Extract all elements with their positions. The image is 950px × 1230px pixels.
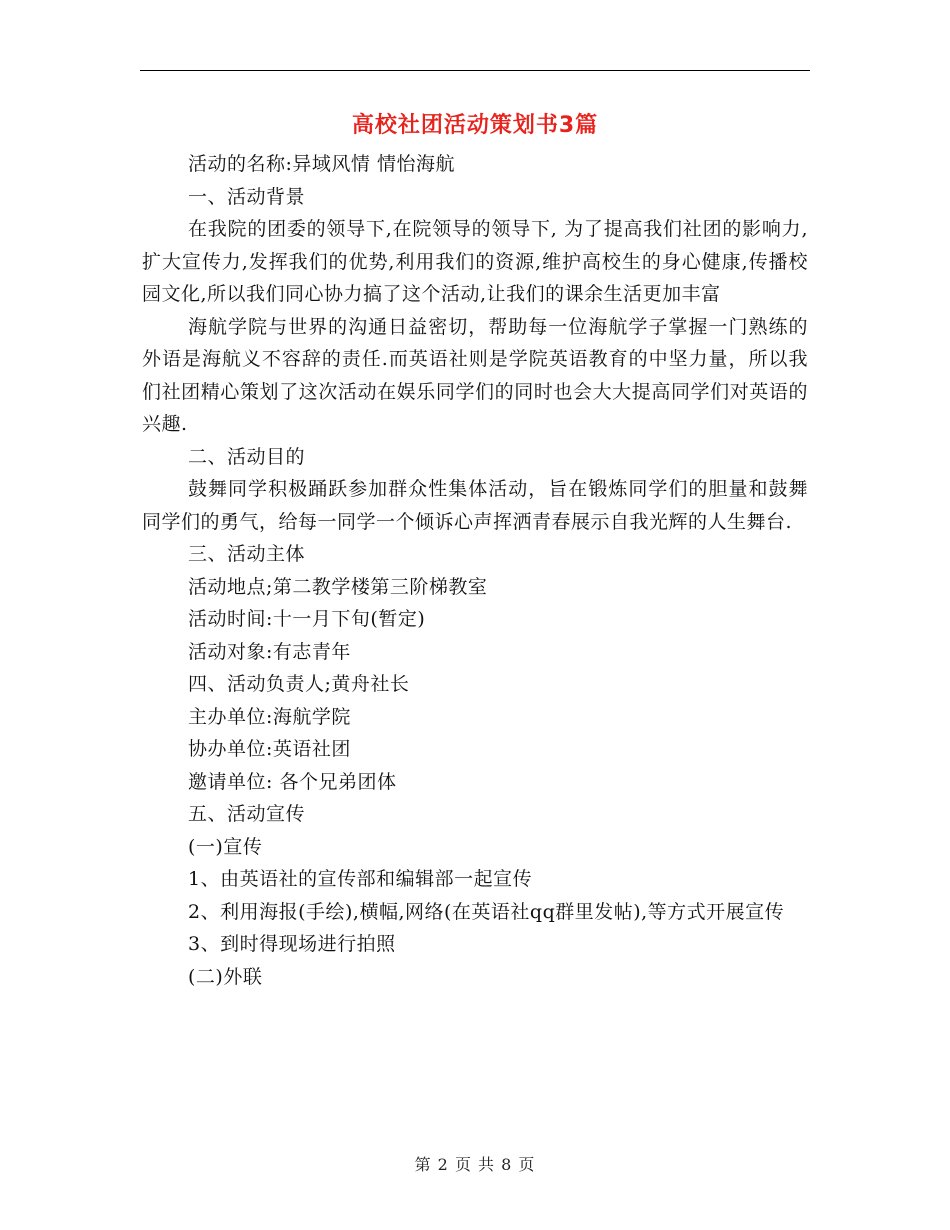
section-heading: 三、活动主体: [188, 543, 306, 565]
paragraph: 活动时间:十一月下旬(暂定): [188, 608, 426, 630]
paragraph: 在我院的团委的领导下,在院领导的领导下, 为了提高我们社团的影响力,扩大宣传力,发挥我们的优势,利用我们的资源,维护高校生的身心健康,传播校园文化,所以我们同心协力搞了这个活动,让我们的课余生活更加丰富: [142, 218, 808, 305]
paragraph: 活动对象:有志青年: [188, 640, 351, 663]
section-heading: 五、活动宣传: [188, 803, 306, 825]
paragraph: 海航学院与世界的沟通日益密切，帮助每一位海航学子掌握一门熟练的外语是海航义不容辞的责任.而英语社则是学院英语教育的中坚力量，所以我们社团精心策划了这次活动在娱乐同学们的同时也会大大提高同学们对英语的兴趣.: [142, 315, 808, 435]
paragraph: 邀请单位: 各个兄弟团体: [188, 770, 397, 793]
sub-heading: (一)宣传: [188, 835, 263, 858]
section-heading: 二、活动目的: [188, 445, 306, 468]
list-item: 2、利用海报(手绘),横幅,网络(在英语社qq群里发帖),等方式开展宣传: [188, 900, 785, 923]
sub-heading: (二)外联: [188, 965, 263, 988]
document-body: [142, 148, 808, 993]
paragraph: 主办单位:海航学院: [188, 705, 351, 728]
paragraph: 活动地点;第二教学楼第三阶梯教室: [188, 575, 488, 598]
document-title: 高校社团活动策划书3篇: [351, 113, 599, 138]
header-rule: [140, 70, 810, 71]
page-number: 第 2 页 共 8 页: [414, 1155, 536, 1174]
section-heading: 四、活动负责人;黄舟社长: [188, 673, 410, 695]
list-item: 3、到时得现场进行拍照: [188, 933, 396, 955]
paragraph: 协办单位:英语社团: [188, 738, 351, 760]
list-item: 1、由英语社的宣传部和编辑部一起宣传: [188, 868, 533, 890]
paragraph: 活动的名称:异域风情 情怡海航: [188, 153, 455, 175]
paragraph: 鼓舞同学积极踊跃参加群众性集体活动，旨在锻炼同学们的胆量和鼓舞同学们的勇气，给每一同学一个倾诉心声挥洒青春展示自我光辉的人生舞台.: [142, 478, 808, 533]
section-heading: 一、活动背景: [188, 185, 306, 208]
